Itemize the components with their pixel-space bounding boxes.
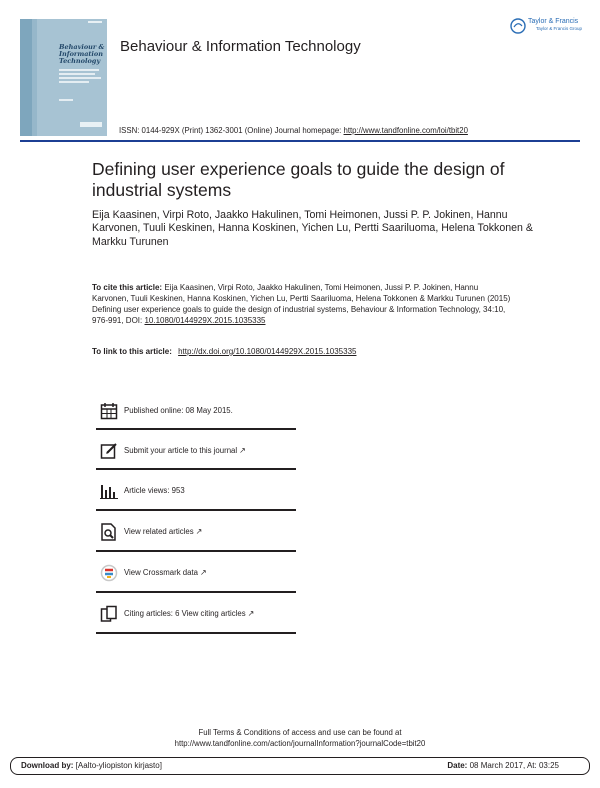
external-link-icon: ↗ (239, 446, 246, 455)
submit-article-row[interactable] (96, 430, 296, 470)
related-articles-link[interactable]: View related articles ↗ (124, 527, 203, 536)
link-label: To link to this article: (92, 347, 172, 356)
citing-articles-link[interactable]: Citing articles: 6 View citing articles ↗ (124, 609, 255, 618)
crossmark-row[interactable] (96, 552, 296, 592)
cite-label: To cite this article: (92, 283, 163, 292)
submit-icon (100, 442, 118, 460)
publisher-logo[interactable] (508, 15, 584, 37)
terms-notice (0, 727, 600, 749)
terms-url[interactable]: http://www.tandfonline.com/action/journalInformation?journalCode=tbit20 (174, 739, 426, 748)
taylor-francis-logo-icon (510, 18, 526, 34)
cite-doi-link[interactable]: 10.1080/0144929X.2015.1035335 (144, 316, 266, 325)
calendar-icon (100, 402, 118, 420)
article-doi-link[interactable]: http://dx.doi.org/10.1080/0144929X.2015.1035335 (178, 347, 357, 356)
citation-block (92, 282, 512, 326)
article-authors: Eija Kaasinen, Virpi Roto, Jaakko Hakulinen, Tomi Heimonen, Jussi P. P. Jokinen, Hannu Karvonen, Tuuli Keskinen, Hanna Koskinen, Yichen Lu, Pertti Saariluoma, Helena Tokkonen & Markku Turunen (92, 209, 533, 248)
terms-line-1: Full Terms & Conditions of access and use can be found at (198, 728, 402, 737)
download-info-bar (10, 757, 590, 775)
submit-article-link[interactable]: Submit your article to this journal ↗ (124, 446, 246, 455)
issn-line (119, 126, 468, 135)
journal-cover-image (20, 19, 107, 136)
divider (96, 632, 296, 634)
issn-text: ISSN: 0144-929X (Print) 1362-3001 (Online) Journal homepage: (119, 126, 342, 135)
journal-homepage-link[interactable]: http://www.tandfonline.com/loi/tbit20 (343, 126, 468, 135)
crossmark-icon (100, 564, 118, 582)
external-link-icon: ↗ (195, 527, 203, 536)
published-online-row (96, 390, 296, 430)
article-title: Defining user experience goals to guide the design of industrial systems (92, 159, 505, 200)
citing-articles-row[interactable] (96, 593, 296, 633)
download-date: Date: 08 March 2017, At: 03:25 (447, 761, 559, 770)
publisher-subtitle: Taylor & Francis Group (536, 26, 583, 31)
article-views-text: Article views: 953 (124, 486, 185, 495)
related-articles-row[interactable] (96, 511, 296, 551)
related-articles-icon (100, 523, 118, 541)
journal-title: Behaviour & Information Technology (120, 38, 361, 55)
citing-articles-icon (100, 605, 118, 623)
publisher-name: Taylor & Francis (528, 18, 579, 25)
external-link-icon: ↗ (199, 568, 207, 577)
crossmark-link[interactable]: View Crossmark data ↗ (124, 568, 207, 577)
cover-title: Behaviour & Information Technology (59, 43, 105, 65)
bar-chart-icon (100, 482, 118, 500)
article-views-row (96, 470, 296, 510)
downloaded-by: Download by: [Aalto-yliopiston kirjasto] (21, 761, 162, 770)
external-link-icon: ↗ (247, 609, 255, 618)
published-online-text: Published online: 08 May 2015. (124, 406, 233, 415)
header-rule (20, 140, 580, 142)
article-link-line (92, 347, 356, 356)
cite-text: Eija Kaasinen, Virpi Roto, Jaakko Hakulinen, Tomi Heimonen, Jussi P. P. Jokinen, Hannu Karvonen, Tuuli Keskinen, Hanna Koskinen, Yichen Lu, Pertti Saariluoma, Helena Tokkonen & Markku Turunen (2015) Defining user experience goals to guide the design of industrial systems, Behaviour & Information Technology, 34:10, 976-991, DOI: (92, 283, 511, 325)
